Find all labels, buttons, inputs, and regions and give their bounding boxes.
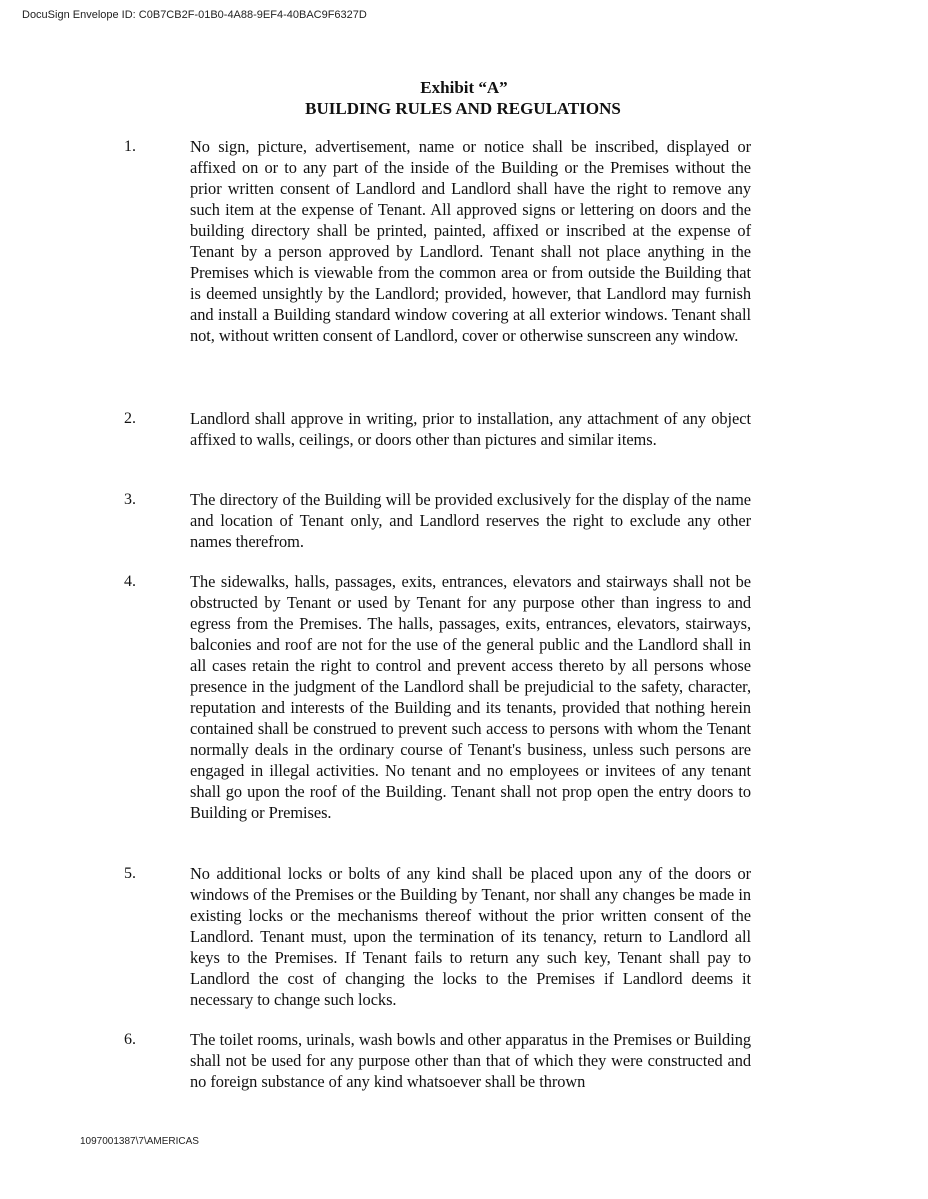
rule-number: 1. <box>124 138 136 155</box>
rule-number: 2. <box>124 410 136 427</box>
rule-text: Landlord shall approve in writing, prior to installation, any attachment of any object affixed to walls, ceilings, or doors other than pictures and similar items. <box>190 409 751 449</box>
page-heading: BUILDING RULES AND REGULATIONS <box>305 99 621 118</box>
rule-text: No sign, picture, advertisement, name or notice shall be inscribed, displayed or affixed on or to any part of the inside of the Building or the Premises without the prior written consent of Landlord and Landlord shall have the right to remove any such item at the expense of Tenant. All approved signs or lettering on doors and the building directory shall be printed, painted, affixed or inscribed at the expense of Tenant by a person approved by Landlord. Tenant shall not place anything in the Premises which is viewable from the common area or from outside the Building that is deemed unsightly by the Landlord; provided, however, that Landlord may furnish and install a Building standard window covering at all exterior windows. Tenant shall not, without written consent of Landlord, cover or otherwise sunscreen any window. <box>190 137 751 345</box>
rule-number: 3. <box>124 491 136 508</box>
rule-text: The directory of the Building will be provided exclusively for the display of the name and location of Tenant only, and Landlord reserves the right to exclude any other names therefrom. <box>190 490 751 551</box>
rule-text: The sidewalks, halls, passages, exits, entrances, elevators and stairways shall not be obstructed by Tenant or used by Tenant for any purpose other than ingress to and egress from the Premises. The halls, passages, exits, entrances, elevators, stairways, balconies and roof are not for the use of the general public and the Landlord shall in all cases retain the right to control and prevent access thereto by all persons whose presence in the judgment of the Landlord shall be prejudicial to the safety, character, reputation and interests of the Building and its tenants, provided that nothing herein contained shall be construed to prevent such access to persons with whom the Tenant normally deals in the ordinary course of Tenant's business, unless such persons are engaged in illegal activities. No tenant and no employees or invitees of any tenant shall go upon the roof of the Building. Tenant shall not prop open the entry doors to Building or Premises. <box>190 572 751 822</box>
document-title <box>0 77 928 119</box>
rule-number: 6. <box>124 1031 136 1048</box>
rule-number: 5. <box>124 865 136 882</box>
envelope-id: DocuSign Envelope ID: C0B7CB2F-01B0-4A88-9EF4-40BAC9F6327D <box>22 9 367 21</box>
document-footer-id: 1097001387\7\AMERICAS <box>80 1136 199 1147</box>
rule-text: No additional locks or bolts of any kind shall be placed upon any of the doors or windows of the Premises or the Building by Tenant, nor shall any changes be made in existing locks or the mechanisms thereof without the prior written consent of the Landlord. Tenant must, upon the termination of its tenancy, return to Landlord all keys to the Premises. If Tenant fails to return any such key, Tenant shall pay to Landlord the cost of changing the locks to the Premises if Landlord deems it necessary to change such locks. <box>190 864 751 1009</box>
rule-number: 4. <box>124 573 136 590</box>
exhibit-label: Exhibit “A” <box>420 78 508 97</box>
rule-text: The toilet rooms, urinals, wash bowls and other apparatus in the Premises or Building shall not be used for any purpose other than that of which they were constructed and no foreign substance of any kind whatsoever shall be thrown <box>190 1030 751 1091</box>
